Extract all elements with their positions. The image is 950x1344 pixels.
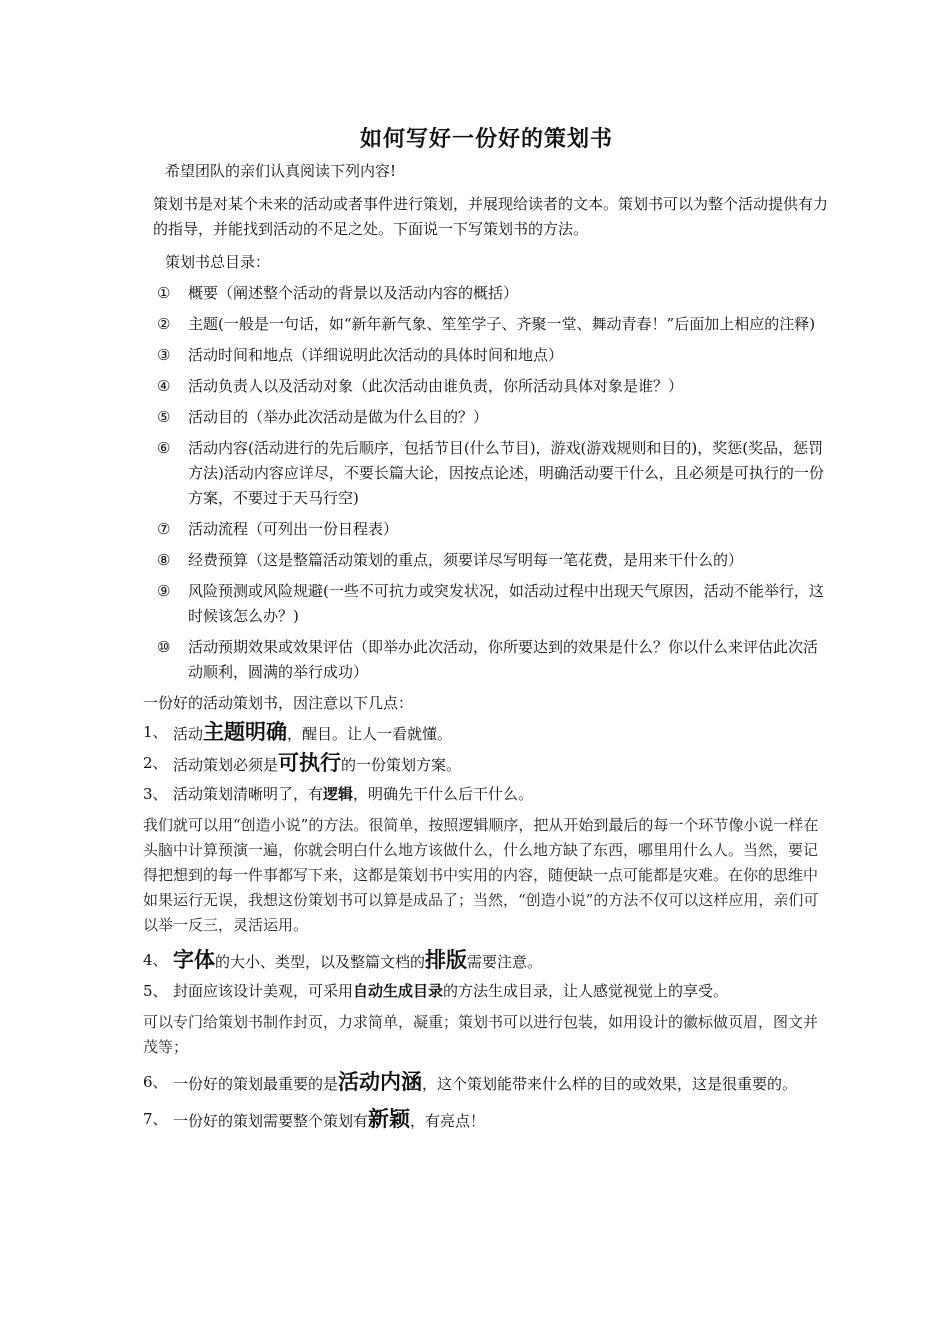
point-text: 活动 bbox=[173, 725, 204, 743]
point-text: 一份好的策划最重要的是 bbox=[173, 1075, 339, 1093]
document-title: 如何写好一份好的策划书 bbox=[359, 126, 613, 152]
toc-item-text: 风险预测或风险规避(一些不可抗力或突发状况，如活动过程中出现天气原因，活动不能举行，这时候该怎么办？) bbox=[188, 582, 824, 625]
definition-paragraph: 策划书是对某个未来的活动或者事件进行策划，并展现给读者的文本。策划书可以为整个活动提供有力的指导，并能找到活动的不足之处。下面说一下写策划书的方法。 bbox=[153, 195, 829, 238]
point-number: 7、 bbox=[143, 1110, 168, 1128]
point-emphasis: 可执行 bbox=[278, 751, 342, 775]
toc-item bbox=[143, 579, 830, 629]
points-list-b bbox=[143, 948, 830, 1004]
toc-item-text: 活动目的（举办此次活动是做为什么目的？） bbox=[188, 408, 489, 426]
intro-line: 希望团队的亲们认真阅读下列内容! bbox=[165, 162, 397, 180]
toc-item-text: 活动时间和地点（详细说明此次活动的具体时间和地点） bbox=[188, 346, 564, 364]
toc-item-number: ④ bbox=[157, 377, 171, 395]
point-5 bbox=[143, 979, 830, 1004]
toc-item bbox=[143, 405, 830, 430]
toc-item-number: ⑨ bbox=[157, 582, 171, 600]
point-number: 5、 bbox=[143, 982, 168, 1000]
toc-item-number: ② bbox=[157, 315, 171, 333]
toc-item bbox=[143, 517, 830, 542]
toc-item-number: ③ bbox=[157, 346, 171, 364]
point-number: 1、 bbox=[143, 723, 168, 741]
point-6 bbox=[143, 1070, 830, 1097]
point-number: 4、 bbox=[143, 951, 168, 969]
point-text: ，有亮点！ bbox=[410, 1112, 486, 1130]
point-2 bbox=[143, 751, 830, 778]
points-list-c bbox=[143, 1070, 830, 1134]
toc-item bbox=[143, 343, 830, 368]
points-heading: 一份好的活动策划书，因注意以下几点： bbox=[143, 694, 414, 712]
point-emphasis: 新颖 bbox=[368, 1107, 411, 1131]
point-emphasis: 自动生成目录 bbox=[353, 982, 444, 1000]
point-text: 一份好的策划需要整个策划有 bbox=[173, 1112, 369, 1130]
point-text: 封面应该设计美观，可采用 bbox=[173, 982, 354, 1000]
point-text: 需要注意。 bbox=[467, 953, 543, 971]
point-emphasis: 字体 bbox=[173, 948, 215, 972]
toc-item-number: ① bbox=[157, 284, 171, 302]
toc-item bbox=[143, 374, 830, 399]
point-emphasis: 逻辑 bbox=[323, 785, 354, 803]
toc-item-number: ⑦ bbox=[157, 520, 171, 538]
toc-item-number: ⑤ bbox=[157, 408, 171, 426]
point-number: 2、 bbox=[143, 754, 168, 772]
toc-item-text: 主题(一般是一句话，如“新年新气象、笙笙学子、齐聚一堂、舞动青春！”后面加上相应的注释) bbox=[188, 315, 816, 333]
point-text: ，这个策划能带来什么样的目的或效果，这是很重要的。 bbox=[422, 1075, 798, 1093]
toc-item-text: 活动负责人以及活动对象（此次活动由谁负责，你所活动具体对象是谁？） bbox=[188, 377, 684, 395]
cover-paragraph: 可以专门给策划书制作封页，力求简单，凝重；策划书可以进行包装，如用设计的徽标做页眉，图文并茂等； bbox=[143, 1013, 819, 1056]
point-text: ，醒目。让人一看就懂。 bbox=[287, 725, 453, 743]
point-number: 3、 bbox=[143, 785, 168, 803]
creative-novel-paragraph: 我们就可以用“创造小说”的方法。很简单，按照逻辑顺序，把从开始到最后的每一个环节像小说一样在头脑中计算预演一遍，你就会明白什么地方该做什么，什么地方缺了东西，哪里用什么人。当然，要记得把想到的每一件事都写下来，这都是策划书中实用的内容，随便缺一点可能都是灾难。在你的思维中如果运行无误，我想这份策划书可以算是成品了；当然，“创造小说”的方法不仅可以这样应用，亲们可以举一反三，灵活运用。 bbox=[143, 816, 819, 934]
point-text: 的方法生成目录，让人感觉视觉上的享受。 bbox=[443, 982, 729, 1000]
point-3 bbox=[143, 782, 830, 807]
toc-item bbox=[143, 281, 830, 306]
point-emphasis: 主题明确 bbox=[203, 720, 288, 744]
toc-item-text: 活动内容(活动进行的先后顺序，包括节目(什么节目)，游戏(游戏规则和目的)，奖惩(奖品，惩罚方法)活动内容应详尽，不要长篇大论，因按点论述，明确活动要干什么，且必须是可执行的一份方案，不要过于天马行空) bbox=[188, 439, 824, 507]
point-text: 的大小、类型，以及整篇文档的 bbox=[215, 953, 426, 971]
point-text: ，明确先干什么后干什么。 bbox=[353, 785, 534, 803]
toc-item bbox=[143, 548, 830, 573]
point-text: 的一份策划方案。 bbox=[341, 756, 462, 774]
toc-item bbox=[143, 436, 830, 511]
point-4 bbox=[143, 948, 830, 975]
toc-item-text: 活动流程（可列出一份日程表） bbox=[188, 520, 399, 538]
toc-item bbox=[143, 312, 830, 337]
toc-item-text: 经费预算（这是整篇活动策划的重点，须要详尽写明每一笔花费，是用来干什么的） bbox=[188, 551, 744, 569]
point-number: 6、 bbox=[143, 1073, 168, 1091]
point-text: 活动策划清晰明了，有 bbox=[173, 785, 324, 803]
toc-item-number: ⑥ bbox=[157, 439, 171, 457]
toc-list bbox=[143, 281, 830, 685]
point-1 bbox=[143, 720, 830, 747]
point-7 bbox=[143, 1107, 830, 1134]
point-emphasis: 排版 bbox=[425, 948, 468, 972]
toc-item-text: 活动预期效果或效果评估（即举办此次活动，你所要达到的效果是什么？你以什么来评估此次活动顺利，圆满的举行成功） bbox=[188, 638, 819, 681]
points-list-a bbox=[143, 720, 830, 807]
point-emphasis: 活动内涵 bbox=[338, 1070, 423, 1094]
toc-item-number: ⑩ bbox=[157, 638, 171, 656]
toc-item bbox=[143, 635, 830, 685]
point-text: 活动策划必须是 bbox=[173, 756, 279, 774]
toc-item-text: 概要（阐述整个活动的背景以及活动内容的概括） bbox=[188, 284, 519, 302]
toc-heading: 策划书总目录： bbox=[165, 253, 271, 271]
toc-item-number: ⑧ bbox=[157, 551, 171, 569]
